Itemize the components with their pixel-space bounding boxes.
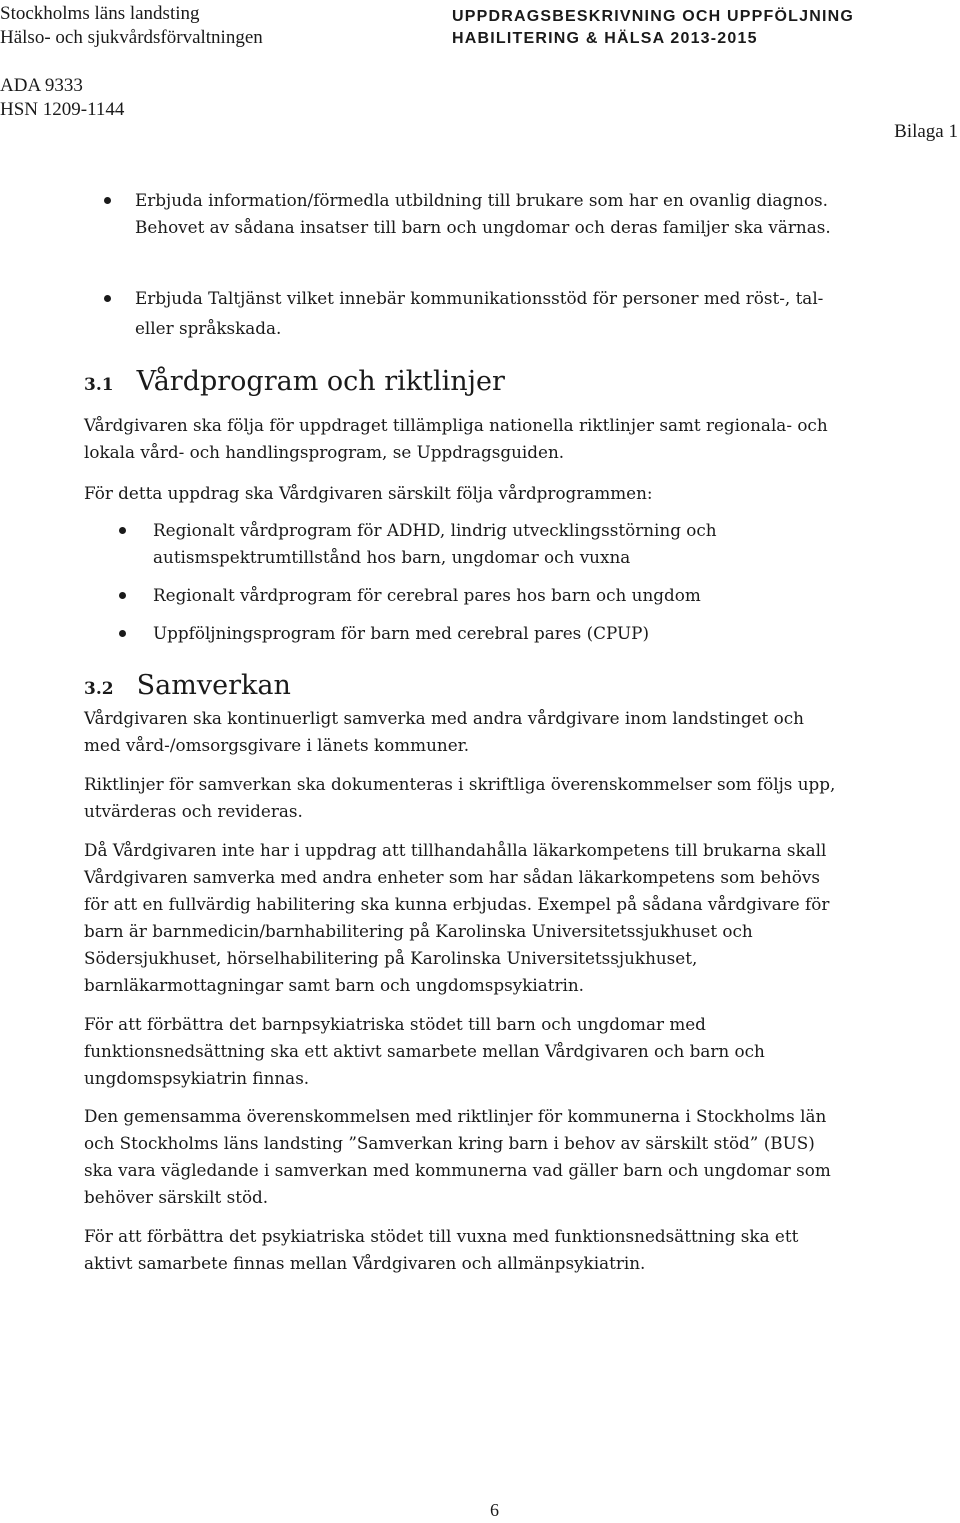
bullet-text-line: Erbjuda information/förmedla utbildning till brukare som har en ovanlig diagnos. <box>135 190 829 210</box>
paragraph-line: Då Vårdgivaren inte har i uppdrag att tillhandahålla läkarkompetens till brukarna skall <box>84 840 827 860</box>
paragraph-line: aktivt samarbete finnas mellan Vårdgivaren och allmänpsykiatrin. <box>84 1253 646 1273</box>
paragraph-line: ungdomspsykiatrin finnas. <box>84 1068 310 1088</box>
org-department: Hälso- och sjukvårdsförvaltningen <box>0 27 263 48</box>
paragraph-line: För att förbättra det psykiatriska stödet till vuxna med funktionsnedsättning ska ett <box>84 1226 799 1246</box>
paragraph <box>84 705 804 759</box>
paragraph <box>84 1223 798 1277</box>
ada-number: ADA 9333 <box>0 75 83 96</box>
paragraph <box>84 412 828 466</box>
document-title <box>452 6 854 50</box>
section-heading-3-1 <box>84 366 505 397</box>
bullet-text-line: Regionalt vårdprogram för cerebral pares hos barn och ungdom <box>153 585 701 605</box>
org-name: Stockholms läns landsting <box>0 3 200 24</box>
bullet-text-line: Regionalt vårdprogram för ADHD, lindrig utvecklingsstörning och <box>153 520 717 540</box>
paragraph-line: Riktlinjer för samverkan ska dokumenteras i skriftliga överenskommelser som följs upp, <box>84 774 836 794</box>
bullet-icon <box>119 630 126 637</box>
paragraph-line: Vårdgivaren ska följa för uppdraget tillämpliga nationella riktlinjer samt regionala- och <box>84 415 828 435</box>
paragraph <box>84 1011 765 1092</box>
paragraph-line: För att förbättra det barnpsykiatriska stödet till barn och ungdomar med <box>84 1014 706 1034</box>
paragraph-line: barn är barnmedicin/barnhabilitering på Karolinska Universitetssjukhuset och <box>84 921 753 941</box>
hsn-number: HSN 1209-1144 <box>0 99 125 120</box>
section-title: Vårdprogram och riktlinjer <box>136 366 505 397</box>
paragraph: För detta uppdrag ska Vårdgivaren särskilt följa vårdprogrammen: <box>84 483 653 503</box>
bullet-icon <box>104 197 111 204</box>
bullet-icon <box>119 527 126 534</box>
bullet-text-line: Erbjuda Taltjänst vilket innebär kommunikationsstöd för personer med röst-, tal- <box>135 288 824 308</box>
paragraph <box>84 1103 831 1211</box>
paragraph-line: Södersjukhuset, hörselhabilitering på Karolinska Universitetssjukhuset, <box>84 948 698 968</box>
paragraph-line: barnläkarmottagningar samt barn och ungdomspsykiatrin. <box>84 975 585 995</box>
bullet-text-line: Uppföljningsprogram för barn med cerebral pares (CPUP) <box>153 623 649 643</box>
paragraph-line: och Stockholms läns landsting ”Samverkan kring barn i behov av särskilt stöd” (BUS) <box>84 1133 815 1153</box>
bullet-text-line: autismspektrumtillstånd hos barn, ungdomar och vuxna <box>153 547 631 567</box>
bullet-icon <box>104 295 111 302</box>
paragraph-line: utvärderas och revideras. <box>84 801 303 821</box>
paragraph <box>84 771 835 825</box>
organization-header <box>0 2 263 50</box>
paragraph-line: Vårdgivaren ska kontinuerligt samverka med andra vårdgivare inom landstinget och <box>84 708 804 728</box>
doc-title-line-1: UPPDRAGSBESKRIVNING OCH UPPFÖLJNING <box>452 8 855 25</box>
section-heading-3-2 <box>84 670 291 701</box>
document-ids <box>0 74 124 122</box>
paragraph-line: Vårdgivaren samverka med andra enheter som har sådan läkarkompetens som behövs <box>84 867 820 887</box>
section-number: 3.1 <box>84 375 114 395</box>
bullet-text-line: eller språkskada. <box>135 318 282 338</box>
section-number: 3.2 <box>84 679 114 699</box>
paragraph-line: Den gemensamma överenskommelsen med riktlinjer för kommunerna i Stockholms län <box>84 1106 827 1126</box>
paragraph-line: ska vara vägledande i samverkan med kommunerna vad gäller barn och ungdomar som <box>84 1160 831 1180</box>
section-title: Samverkan <box>136 670 291 701</box>
paragraph-line: funktionsnedsättning ska ett aktivt samarbete mellan Vårdgivaren och barn och <box>84 1041 765 1061</box>
paragraph-line: med vård-/omsorgsgivare i länets kommuner. <box>84 735 470 755</box>
paragraph-line: behöver särskilt stöd. <box>84 1187 269 1207</box>
paragraph <box>84 837 829 999</box>
paragraph-line: för att en fullvärdig habilitering ska kunna erbjudas. Exempel på sådana vårdgivare för <box>84 894 830 914</box>
bullet-text-line: Behovet av sådana insatser till barn och ungdomar och deras familjer ska värnas. <box>135 217 831 237</box>
paragraph-line: lokala vård- och handlingsprogram, se Uppdragsguiden. <box>84 442 565 462</box>
bullet-icon <box>119 592 126 599</box>
doc-title-line-2: HABILITERING & HÄLSA 2013-2015 <box>452 30 758 47</box>
page-number: 6 <box>490 1500 499 1520</box>
appendix-label: Bilaga 1 <box>894 121 958 142</box>
